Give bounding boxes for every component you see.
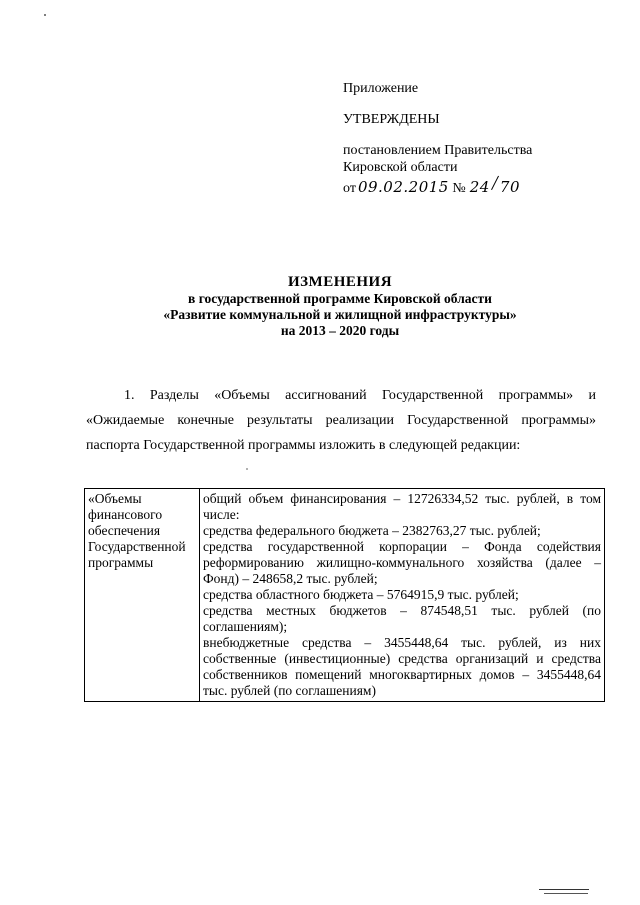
funding-line-federal: средства федерального бюджета – 2382763,27 тыс. рублей; [203,523,541,538]
appendix-label: Приложение [343,81,419,96]
funding-table [84,488,605,702]
approved-label: УТВЕРЖДЕНЫ [343,112,440,127]
paragraph-text: 1. Разделы «Объемы ассигнований Государственной программы» и «Ожидаемые конечные результаты реализации Государственной программы» паспорта Государственной программы изложить в следующей редакции: [86,388,596,453]
scan-speck [44,14,46,16]
title-line-3: «Развитие коммунальной и жилищной инфраструктуры» [163,307,517,322]
table-row [85,489,605,702]
handwritten-number-1: 24 [469,178,490,196]
funding-line-local: средства местных бюджетов – 874548,51 тыс. рублей (по соглашениям); [203,603,601,634]
title-line-4: на 2013 – 2020 годы [280,323,400,338]
table-content-cell [200,489,605,702]
title-line-2: в государственной программе Кировской области [188,291,492,306]
footer-rule [539,889,589,890]
table-label-cell: «Объемы финансового обеспечения Государственной программы [85,489,200,702]
footer-rule [544,893,588,894]
approval-block [343,80,573,197]
funding-line-total: общий объем финансирования – 12726334,52 тыс. рублей, в том числе: [203,491,601,522]
funding-line-regional: средства областного бюджета – 5764915,9 тыс. рублей; [203,587,519,602]
title-main: ИЗМЕНЕНИЯ [287,274,393,290]
decree-line-2: Кировской области [343,160,458,175]
funding-line-fund: средства государственной корпорации – Фонда содействия реформированию жилищно-коммунального хозяйства (далее – Фонд) – 248658,2 тыс. рублей; [203,539,601,586]
body-paragraph [86,383,596,458]
number-sign: № [452,181,466,196]
number-slash: / [490,169,500,196]
funding-line-extrabudget: внебюджетные средства – 3455448,64 тыс. рублей, из них собственные (инвестиционные) средства организаций и средства собственников помещений многоквартирных домов – 3455448,64 тыс. рублей (по соглашениям) [203,635,601,698]
decree-line-1: постановлением Правительства [343,143,533,158]
decree-date-number [343,169,573,197]
document-title [90,274,590,339]
scan-speck [246,468,248,470]
handwritten-number-2: 70 [499,178,520,196]
from-prefix: от [343,181,356,196]
handwritten-date: 09.02.2015 [357,178,449,196]
